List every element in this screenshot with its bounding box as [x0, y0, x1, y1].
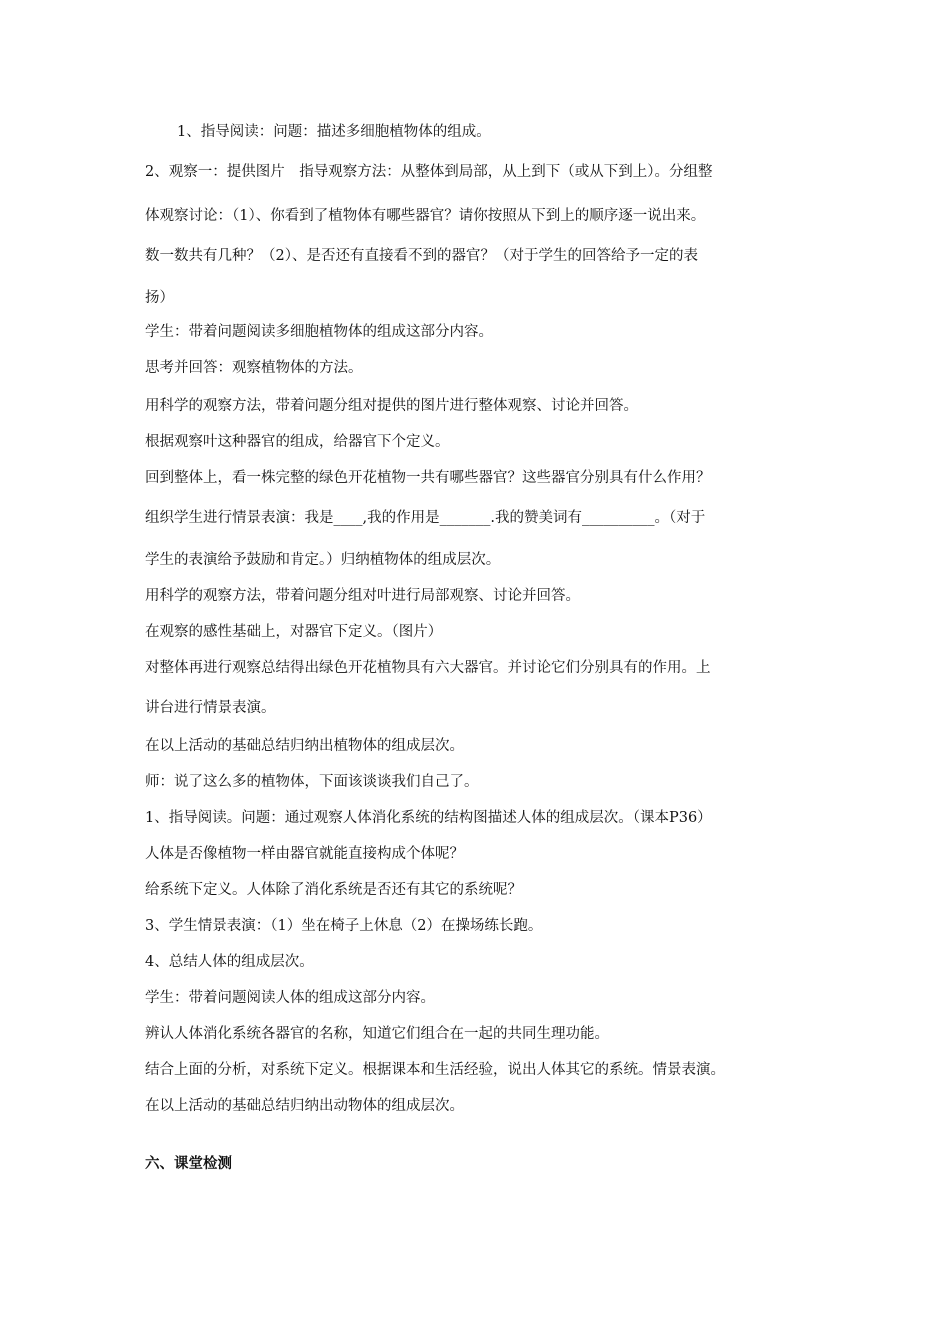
text-line: 体观察讨论：（1）、你看到了植物体有哪些器官？请你按照从下到上的顺序逐一说出来。: [145, 208, 706, 224]
text-line: 学生的表演给予鼓励和肯定。）归纳植物体的组成层次。: [145, 552, 501, 568]
text-line: 数一数共有几种？（2）、是否还有直接看不到的器官？（对于学生的回答给予一定的表: [145, 248, 698, 264]
text-line: 对整体再进行观察总结得出绿色开花植物具有六大器官。并讨论它们分别具有的作用。上: [145, 660, 711, 676]
text-line: 学生：带着问题阅读多细胞植物体的组成这部分内容。: [145, 324, 493, 340]
text-line: 扬）: [145, 290, 174, 306]
text-line: 结合上面的分析，对系统下定义。根据课本和生活经验，说出人体其它的系统。情景表演。: [145, 1062, 725, 1078]
text-line: 根据观察叶这种器官的组成，给器官下个定义。: [145, 434, 450, 450]
text-line: 3、学生情景表演：（1）坐在椅子上休息（2）在操场练长跑。: [145, 918, 543, 934]
section-heading: 六、课堂检测: [145, 1156, 232, 1172]
text-line: 辨认人体消化系统各器官的名称，知道它们组合在一起的共同生理功能。: [145, 1026, 609, 1042]
text-line: 用科学的观察方法，带着问题分组对提供的图片进行整体观察、讨论并回答。: [145, 398, 638, 414]
text-line: 师：说了这么多的植物体，下面该谈谈我们自己了。: [145, 774, 479, 790]
text-line: 人体是否像植物一样由器官就能直接构成个体呢？: [145, 846, 464, 862]
text-line: 用科学的观察方法，带着问题分组对叶进行局部观察、讨论并回答。: [145, 588, 580, 604]
text-line: 在观察的感性基础上，对器官下定义。（图片）: [145, 624, 443, 640]
text-line: 给系统下定义。人体除了消化系统是否还有其它的系统呢？: [145, 882, 522, 898]
text-line: 4、总结人体的组成层次。: [145, 954, 314, 970]
text-line: 在以上活动的基础总结归纳出动物体的组成层次。: [145, 1098, 464, 1114]
text-line: 学生：带着问题阅读人体的组成这部分内容。: [145, 990, 435, 1006]
text-line: 1、指导阅读：问题：描述多细胞植物体的组成。: [177, 124, 491, 140]
text-line: 回到整体上，看一株完整的绿色开花植物一共有哪些器官？这些器官分别具有什么作用？: [145, 470, 711, 486]
text-line: 思考并回答：观察植物体的方法。: [145, 360, 363, 376]
text-line: 在以上活动的基础总结归纳出植物体的组成层次。: [145, 738, 464, 754]
text-line: 2、观察一：提供图片 指导观察方法：从整体到局部，从上到下（或从下到上）。分组整: [145, 164, 713, 180]
text-line: 组织学生进行情景表演：我是____,我的作用是_______.我的赞美词有__________。（对于: [145, 510, 706, 526]
text-line: 讲台进行情景表演。: [145, 700, 276, 716]
text-line: 1、指导阅读。问题：通过观察人体消化系统的结构图描述人体的组成层次。（课本P36）: [145, 810, 712, 826]
